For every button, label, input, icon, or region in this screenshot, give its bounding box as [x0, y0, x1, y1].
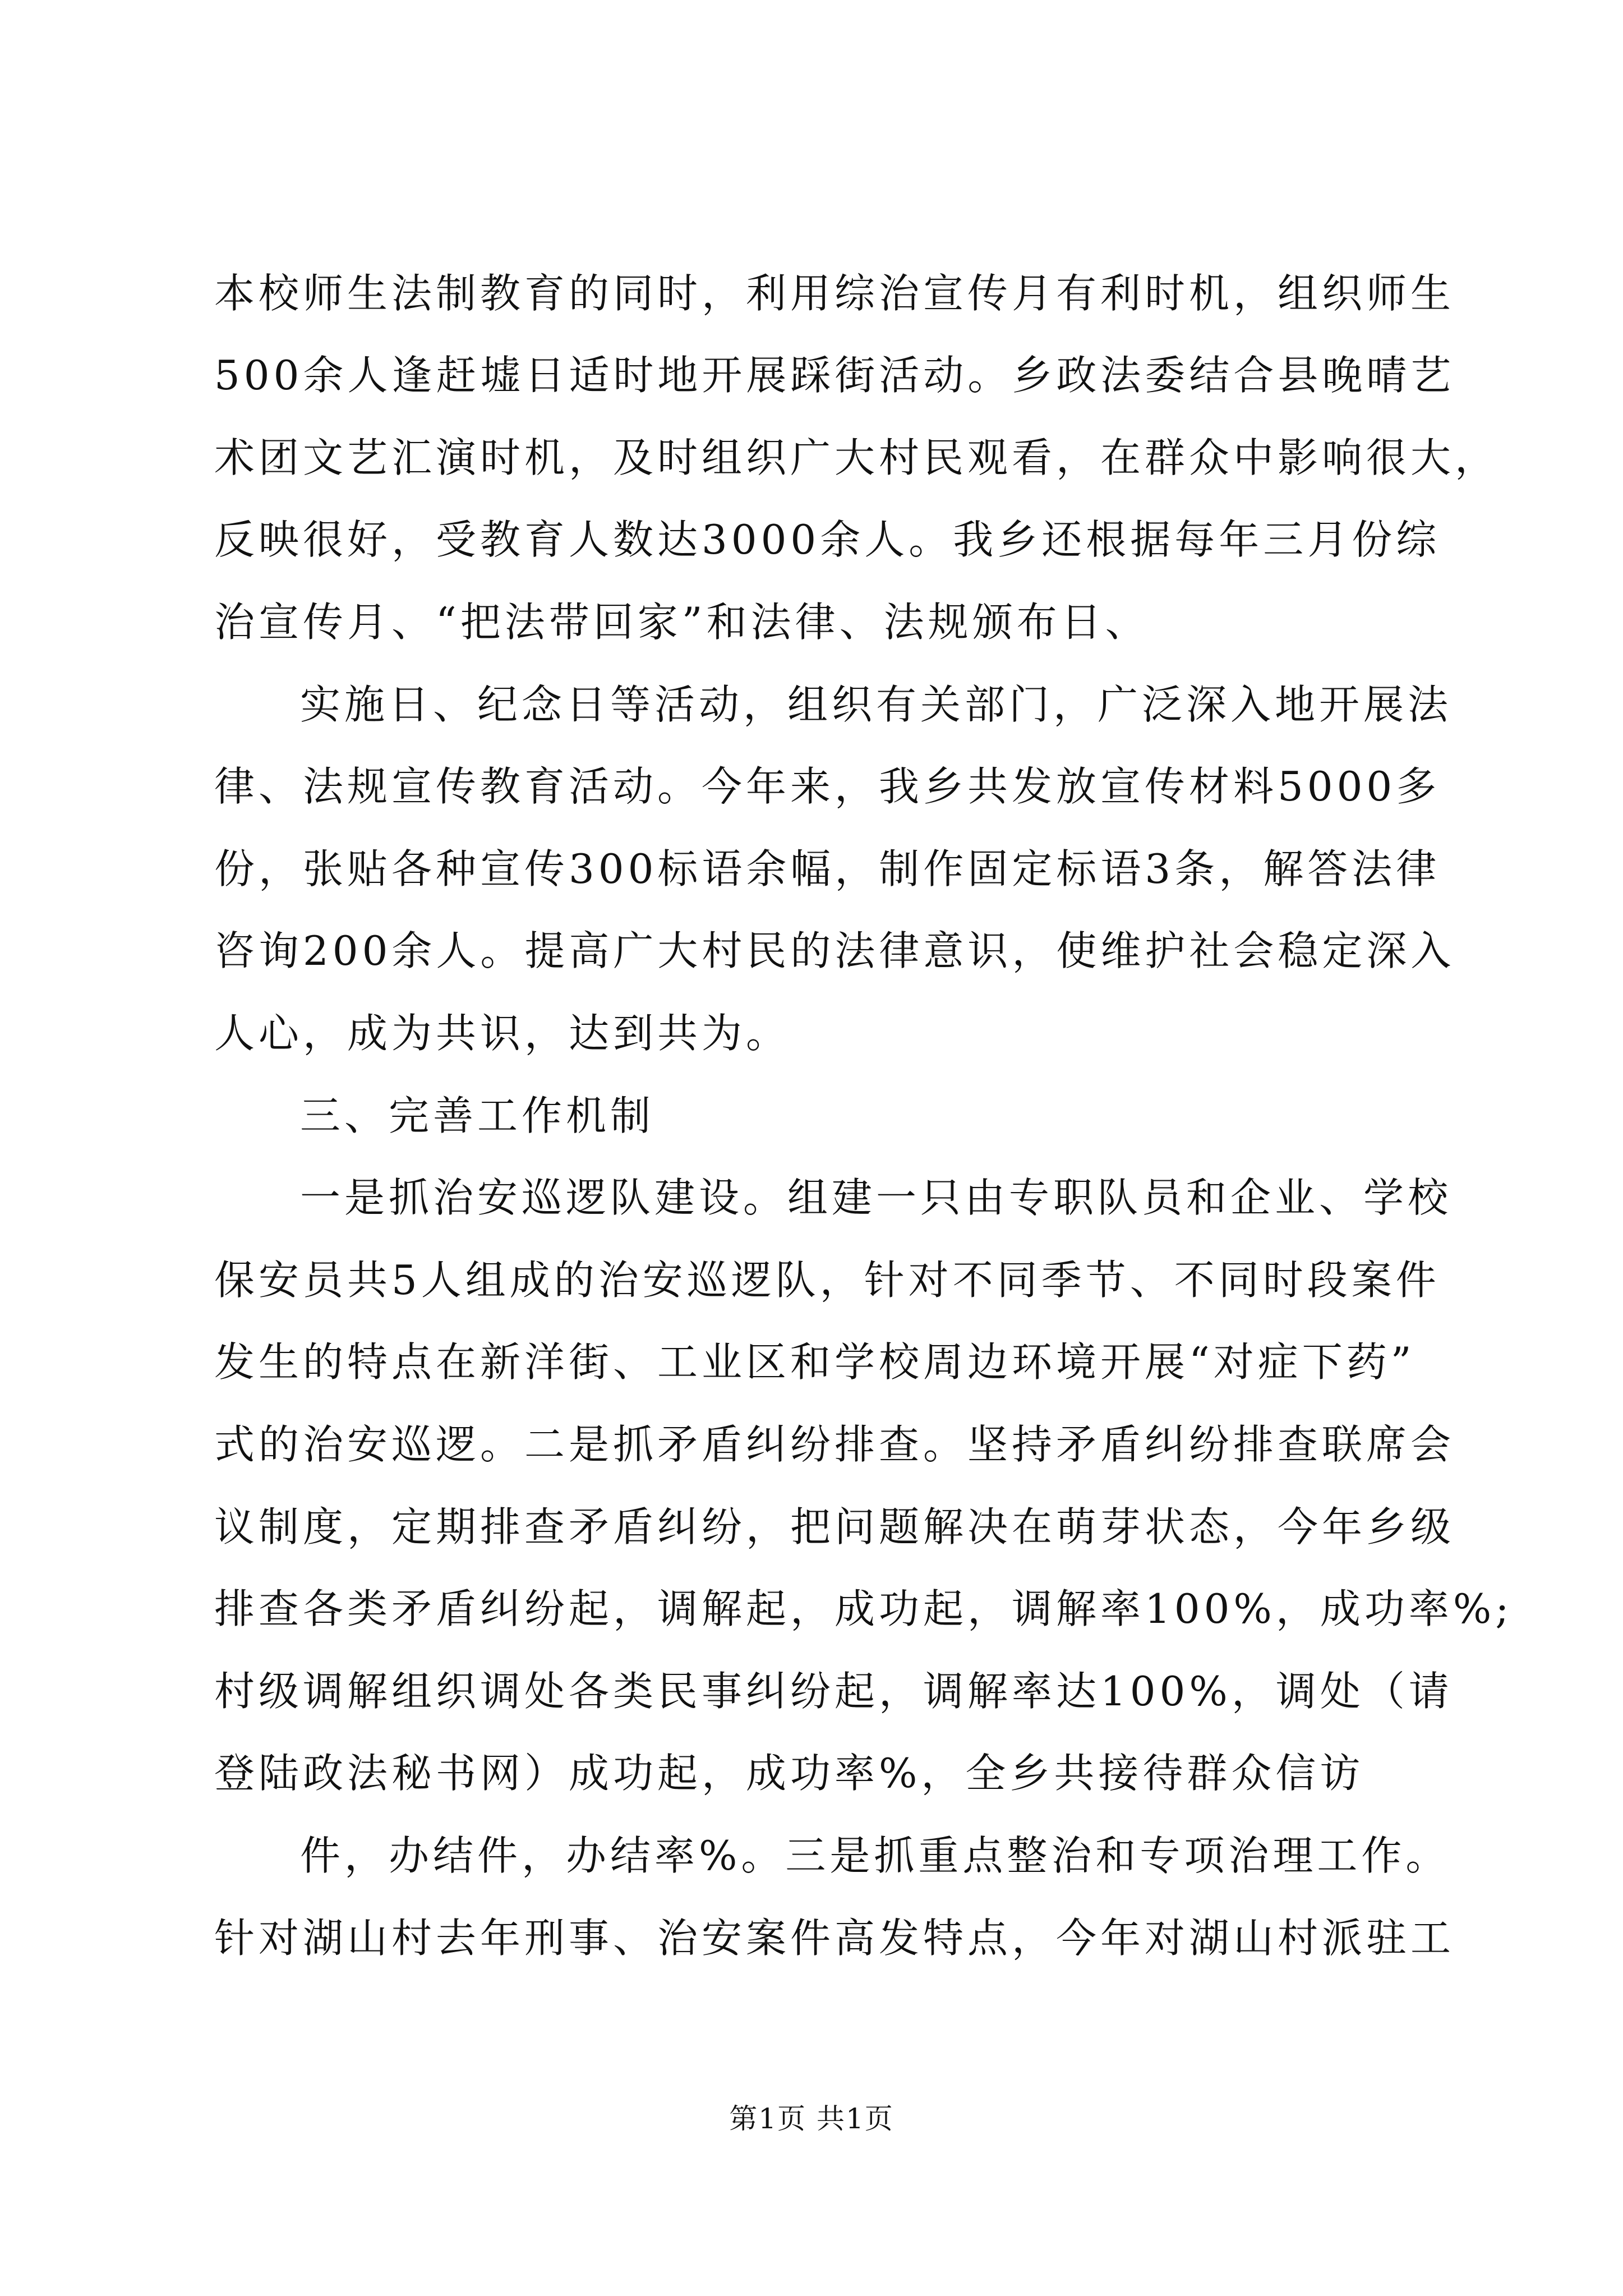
body-text-line: 实施日、纪念日等活动，组织有关部门，广泛深入地开展法	[300, 681, 1453, 728]
body-text-line: 治宣传月、“把法带回家”和法律、法规颁布日、	[214, 599, 1150, 646]
body-text-line: 反映很好，受教育人数达3000余人。我乡还根据每年三月份综	[214, 516, 1441, 563]
body-text-line: 村级调解组织调处各类民事纠纷起，调解率达100%，调处（请	[214, 1668, 1453, 1715]
body-text-line: 术团文艺汇演时机，及时组织广大村民观看，在群众中影响很大，	[214, 434, 1500, 481]
body-text-line: 份，张贴各种宣传300标语余幅，制作固定标语3条，解答法律	[214, 845, 1441, 892]
body-text-line: 登陆政法秘书网）成功起，成功率%，全乡共接待群众信访	[214, 1750, 1364, 1797]
body-text-line: 发生的特点在新洋街、工业区和学校周边环境开展“对症下药”	[214, 1338, 1415, 1386]
body-text-line: 件，办结件，办结率%。三是抓重点整治和专项治理工作。	[300, 1832, 1450, 1879]
body-text-line: 咨询200余人。提高广大村民的法律意识，使维护社会稳定深入	[214, 927, 1455, 974]
body-text-line: 排查各类矛盾纠纷起，调解起，成功起，调解率100%，成功率%;	[214, 1585, 1513, 1632]
body-text-line: 本校师生法制教育的同时，利用综治宣传月有利时机，组织师生	[214, 270, 1455, 317]
body-text-line: 一是抓治安巡逻队建设。组建一只由专职队员和企业、学校	[300, 1174, 1453, 1221]
body-text-line: 式的治安巡逻。二是抓矛盾纠纷排查。坚持矛盾纠纷排查联席会	[214, 1421, 1455, 1468]
body-text-line: 律、法规宣传教育活动。今年来，我乡共发放宣传材料5000多	[214, 763, 1441, 810]
body-text-line: 500余人逢赶墟日适时地开展踩街活动。乡政法委结合县晚晴艺	[214, 352, 1455, 399]
page-number-footer: 第1页 共1页	[729, 2102, 894, 2135]
body-text-line: 议制度，定期排查矛盾纠纷，把问题解决在萌芽状态，今年乡级	[214, 1503, 1455, 1550]
body-text-line: 针对湖山村去年刑事、治安案件高发特点，今年对湖山村派驻工	[214, 1915, 1455, 1962]
section-heading: 三、完善工作机制	[300, 1092, 655, 1139]
body-text-line: 人心，成为共识，达到共为。	[214, 1010, 791, 1057]
body-text-line: 保安员共5人组成的治安巡逻队，针对不同季节、不同时段案件	[214, 1257, 1440, 1304]
